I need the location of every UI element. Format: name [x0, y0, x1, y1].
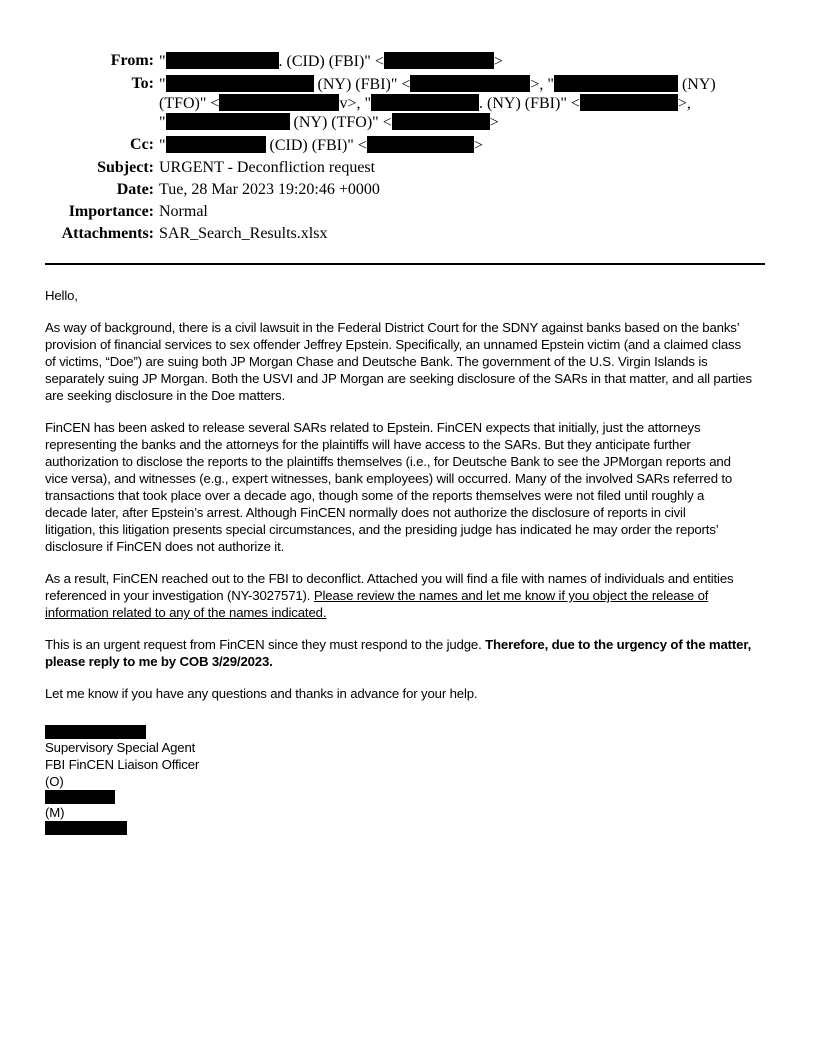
- paragraph-5: Let me know if you have any questions and thanks in advance for your help.: [45, 686, 478, 701]
- paragraph-4: This is an urgent request from FinCEN since they must respond to the judge. Therefore, due to the urgency of the matter, please reply to me by COB 3/29/2023.: [45, 637, 752, 669]
- date-value: Tue, 28 Mar 2023 19:20:46 +0000: [159, 181, 380, 198]
- signature-title: Supervisory Special Agent: [45, 740, 196, 755]
- subject-value: URGENT - Deconfliction request: [159, 159, 376, 176]
- redaction: [166, 136, 266, 153]
- signature: Supervisory Special Agent FBI FinCEN Liaison Officer (O) (M): [45, 725, 785, 835]
- to-row: To: " (NY) (FBI)" < >, " (NY) (TFO)" < v>, " . (NY) (FBI)" < >, " (NY) (TFO)" < >: [0, 75, 759, 132]
- paragraph-2: FinCEN has been asked to release several SARs related to Epstein. FinCEN expects that initially, just the attorneys representing the banks and the attorneys for the plaintiffs will have access to the SARs. But they anticipate further authorization to disclose the reports to the plaintiffs themselves (i.e., for Deutsche Bank to see the JPMorgan reports and vice versa), and witnesses (e.g., expert witnesses, bank employees) will occurred. Many of the involved SARs referred to transactions that took place over a decade ago, though some of the reports themselves were not filed until roughly a decade later, after Epstein’s arrest. Although FinCEN normally does not authorize the disclosure of reports in civil litigation, this litigation presents special circumstances, and the presiding judge has indicated he may order the reports’ disclosure if FinCEN does not authorize it.: [45, 420, 733, 554]
- paragraph-1: As way of background, there is a civil lawsuit in the Federal District Court for the SDNY against banks based on the banks’ provision of financial services to sex offender Jeffrey Epstein. Specifically, an unnamed Epstein victim (and a claimed class of victims, “Doe”) are suing both JP Morgan Chase and Deutsche Bank. The government of the U.S. Virgin Islands is separately suing JP Morgan. Both the USVI and JP Morgan are seeking disclosure of the SARs in that matter, and all parties are seeking disclosure in the Doe matters.: [45, 320, 752, 403]
- greeting: Hello,: [45, 288, 78, 303]
- header-divider: [45, 263, 765, 265]
- from-label: From:: [110, 52, 154, 69]
- email-header: [0, 52, 759, 247]
- redaction: [410, 75, 530, 92]
- redaction: [392, 113, 490, 130]
- redaction: [219, 94, 339, 111]
- cc-row: Cc: " (CID) (FBI)" < >: [0, 136, 759, 155]
- redaction: [384, 52, 494, 69]
- paragraph-3: As a result, FinCEN reached out to the FBI to deconflict. Attached you will find a file with names of individuals and entities referenced in your investigation (NY-3027571). Please review the names and let me know if you object the release of information related to any of the names indicated.: [45, 571, 734, 620]
- redaction: [45, 790, 115, 804]
- redaction: [367, 136, 474, 153]
- attachments-row: Attachments: SAR_Search_Results.xlsx: [0, 225, 759, 243]
- signature-role: FBI FinCEN Liaison Officer: [45, 757, 200, 772]
- redaction: [166, 113, 290, 130]
- importance-value: Normal: [159, 203, 208, 220]
- redaction: [580, 94, 678, 111]
- importance-row: Importance: Normal: [0, 203, 759, 221]
- from-row: From: " . (CID) (FBI)" < >: [0, 52, 759, 71]
- date-row: Date: Tue, 28 Mar 2023 19:20:46 +0000: [0, 181, 759, 199]
- subject-row: Subject: URGENT - Deconfliction request: [0, 159, 759, 177]
- redaction: [166, 75, 314, 92]
- attachment-file: SAR_Search_Results.xlsx: [159, 225, 328, 242]
- redaction: [45, 821, 127, 835]
- email-body: [45, 287, 785, 835]
- redaction: [371, 94, 479, 111]
- to-label: To:: [131, 75, 154, 92]
- redaction: [45, 725, 146, 739]
- cc-label: Cc:: [130, 136, 154, 153]
- redaction: [166, 52, 279, 69]
- redaction: [554, 75, 678, 92]
